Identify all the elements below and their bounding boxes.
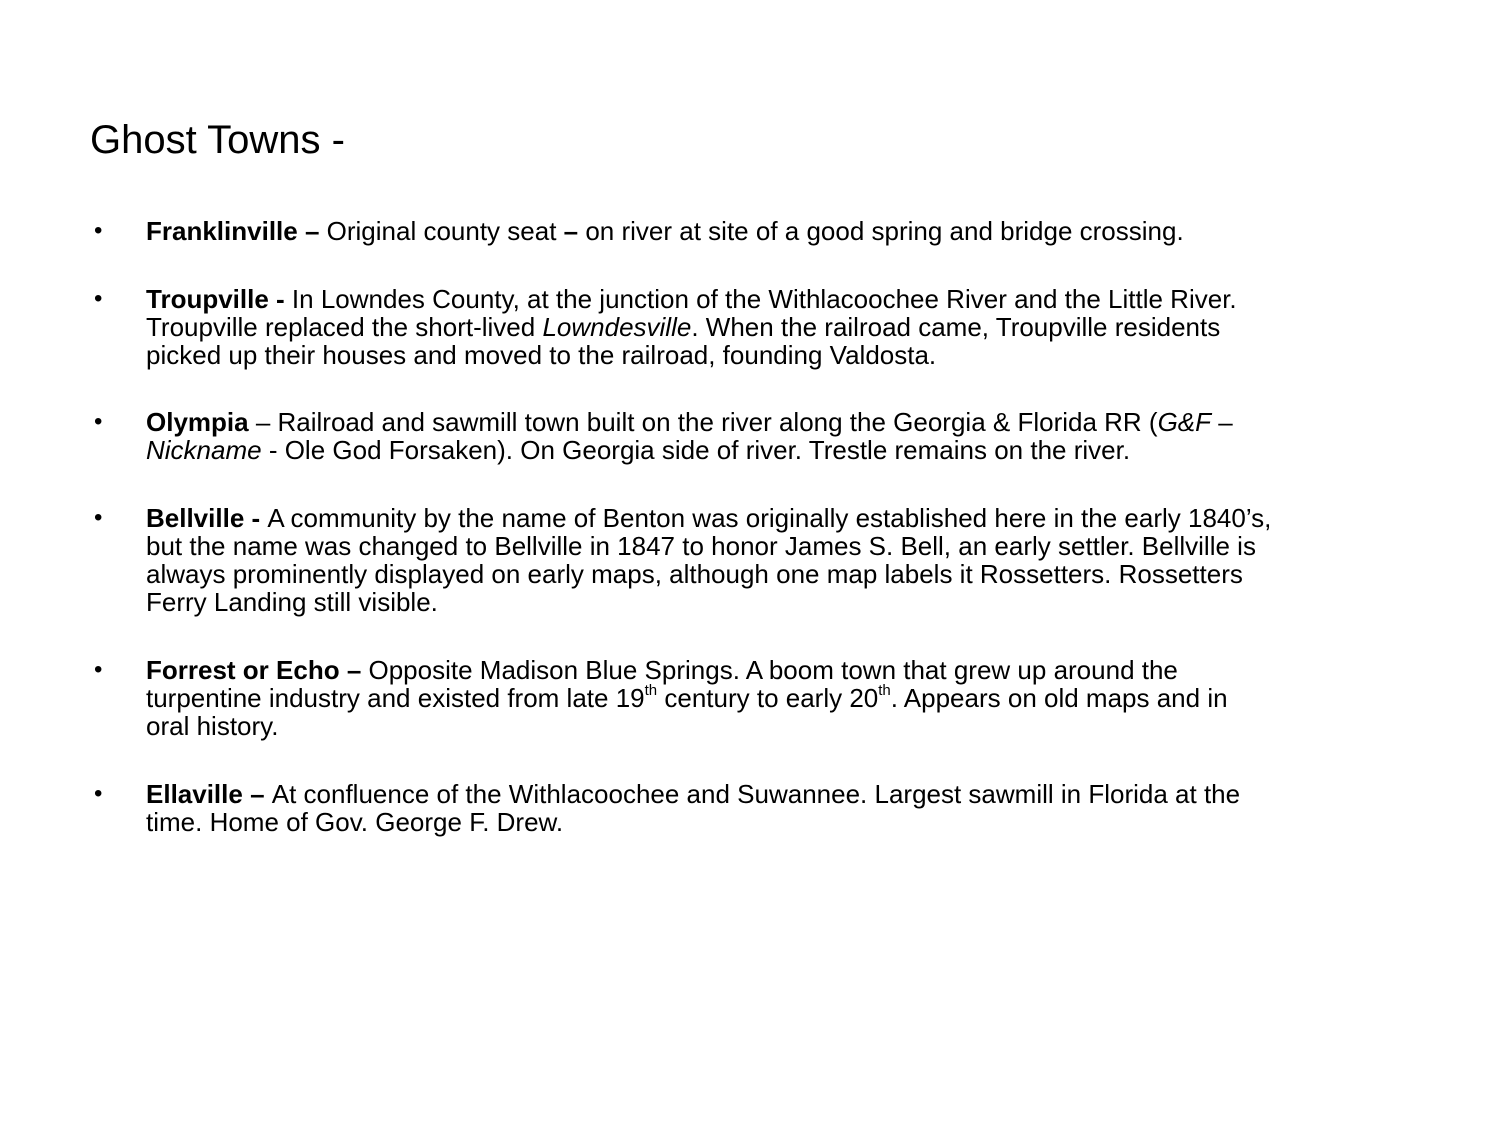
bullet-text-line	[146, 808, 1446, 836]
bullet-text: picked up their houses and moved to the railroad, founding Valdosta.	[146, 340, 937, 370]
bullet-heading: Troupville -	[146, 284, 292, 314]
bullet-text: but the name was changed to Bellville in 1847 to honor James S. Bell, an early settler. Bellville is	[146, 531, 1256, 561]
bullet-text: At confluence of the Withlacoochee and Suwannee. Largest sawmill in Florida at the	[271, 779, 1241, 809]
bullet-text-line	[146, 285, 1446, 313]
bullet-item-olympia	[94, 407, 1446, 465]
bullet-marker: •	[94, 217, 103, 244]
bullet-text-line	[146, 712, 1446, 740]
bullet-text-line	[146, 436, 1446, 464]
bullet-text: Troupville replaced the short-lived	[146, 312, 543, 342]
bullet-heading: Forrest or Echo –	[146, 655, 369, 685]
bullet-text: . Appears on old maps and in	[890, 683, 1228, 713]
bullet-text: turpentine industry and existed from late 19	[146, 683, 645, 713]
bullet-text-line	[146, 217, 1446, 245]
bullet-marker: •	[94, 656, 103, 683]
bullet-heading: Bellville -	[146, 503, 268, 533]
bullet-text: Original county seat	[326, 216, 564, 246]
bullet-text: Nickname	[146, 435, 262, 465]
bullet-text: – Railroad and sawmill town built on the river along the Georgia & Florida RR (	[248, 407, 1158, 437]
bullet-text: time. Home of Gov. George F. Drew.	[146, 807, 564, 837]
bullet-text: - Ole God Forsaken). On Georgia side of river. Trestle remains on the river.	[261, 435, 1131, 465]
bullet-marker: •	[94, 504, 103, 531]
bullet-item-ellaville	[94, 779, 1446, 837]
bullet-text: th	[644, 682, 658, 700]
bullet-text-line	[146, 656, 1446, 684]
bullet-marker: •	[94, 780, 103, 807]
bullet-text: oral history.	[146, 711, 279, 741]
bullet-text: th	[878, 682, 891, 700]
bullet-text-line	[146, 341, 1446, 369]
bullet-text: . When the railroad came, Troupville residents	[691, 312, 1221, 342]
bullet-marker: •	[94, 285, 103, 312]
bullet-text-line	[146, 684, 1446, 712]
bullet-item-troupville	[94, 284, 1446, 370]
bullet-heading: Franklinville –	[146, 216, 327, 246]
bullet-item-bellville	[94, 503, 1446, 617]
bullet-heading: Olympia	[146, 407, 249, 437]
bullet-text-line	[146, 313, 1446, 341]
slide-title: Ghost Towns -	[90, 118, 345, 162]
bullet-text: In Lowndes County, at the junction of the Withlacoochee River and the Little River.	[291, 284, 1237, 314]
bullet-text-line	[146, 532, 1446, 560]
bullet-heading: –	[563, 216, 579, 246]
bullet-text: G&F	[1157, 407, 1212, 437]
bullet-item-franklinville	[94, 216, 1446, 246]
bullet-text: Lowndesville	[542, 312, 692, 342]
bullet-text-line	[146, 504, 1446, 532]
bullet-text: on river at site of a good spring and bridge crossing.	[578, 216, 1184, 246]
bullet-text: century to early 20	[657, 683, 879, 713]
bullet-text: Ferry Landing still visible.	[146, 587, 438, 617]
bullet-item-forrest-or-echo	[94, 655, 1446, 741]
bullet-text: –	[1211, 407, 1233, 437]
bullet-text-line	[146, 560, 1446, 588]
bullet-text: Opposite Madison Blue Springs. A boom town that grew up around the	[368, 655, 1178, 685]
bullet-heading: Ellaville –	[146, 779, 272, 809]
bullet-text-line	[146, 780, 1446, 808]
bullet-marker: •	[94, 408, 103, 435]
bullet-text-line	[146, 408, 1446, 436]
bullet-text: A community by the name of Benton was originally established here in the early 1840’s,	[267, 503, 1272, 533]
bullet-text: always prominently displayed on early maps, although one map labels it Rossetters. Rossetters	[146, 559, 1243, 589]
bullet-text-line	[146, 588, 1446, 616]
